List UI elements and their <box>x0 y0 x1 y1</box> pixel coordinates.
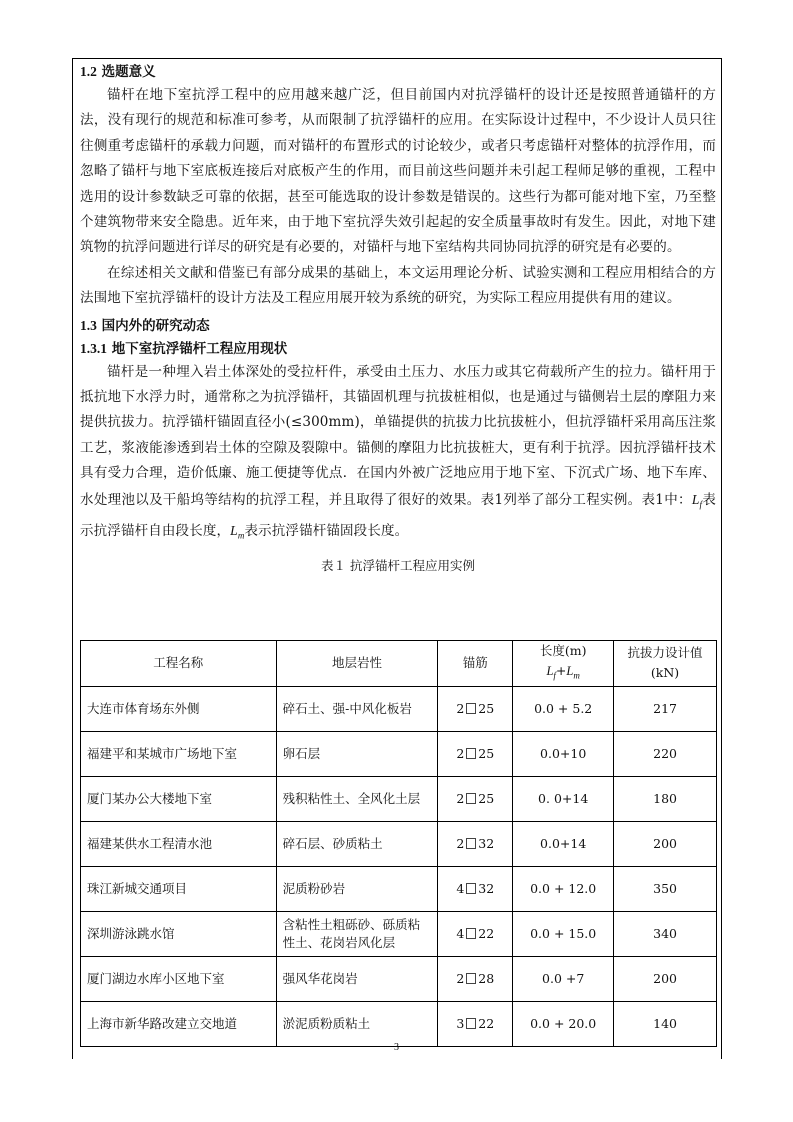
cell-capacity: 140 <box>614 1001 717 1046</box>
cell-capacity: 350 <box>614 866 717 911</box>
header-name: 工程名称 <box>81 641 277 687</box>
cell-name: 福建某供水工程清水池 <box>81 821 277 866</box>
table-row <box>81 686 717 731</box>
table-row <box>81 866 717 911</box>
cell-bar <box>438 821 513 866</box>
cell-bar <box>438 911 513 956</box>
document-body <box>80 60 716 581</box>
bar-diameter: 25 <box>478 790 495 806</box>
page-number: 3 <box>394 1042 399 1053</box>
cell-length: 0.0+14 <box>513 821 614 866</box>
cell-stratum: 碎石层、砂质粘土 <box>276 821 438 866</box>
rebar-symbol-icon <box>466 883 476 894</box>
cell-capacity: 217 <box>614 686 717 731</box>
cell-stratum: 卵石层 <box>276 731 438 776</box>
table-header-row <box>81 641 717 687</box>
cell-capacity: 200 <box>614 821 717 866</box>
cell-bar <box>438 1001 513 1046</box>
header-capacity: 抗拔力设计值 (kN) <box>614 641 717 687</box>
rebar-symbol-icon <box>466 838 476 849</box>
paragraph: 锚杆是一种埋入岩土体深处的受拉杆件，承受由土压力、水压力或其它荷载所产生的拉力。锚杆用于抵抗地下水浮力时，通常称之为抗浮锚杆，其锚固机理与抗拔桩相似，也是通过与锚侧岩土层的摩阻力来提供抗拔力。抗浮锚杆锚固直径小(≤300mm)，单锚提供的抗拔力比抗拔桩小，但抗浮锚杆采用高压注浆工艺，浆液能渗透到岩土体的空隙及裂隙中。锚侧的摩阻力比抗拔桩大，更有利于抗浮。因抗浮锚杆技术具有受力合理，造价低廉、施工便捷等优点．在国内外被广泛地应用于地下室、下沉式广场、地下车库、水处理池以及干船坞等结构的抗浮工程，并且取得了很好的效果。表1列举了部分工程实例。表1中：$L_f$表示抗浮锚杆自由段长度，$L_m$表示抗浮锚杆锚固段长度。 <box>80 363 716 541</box>
table-row <box>81 776 717 821</box>
bar-count: 2 <box>456 700 465 716</box>
bar-diameter: 25 <box>478 700 495 716</box>
bar-count: 2 <box>456 835 465 851</box>
cell-capacity: 340 <box>614 911 717 956</box>
cell-capacity: 180 <box>614 776 717 821</box>
cell-length: 0.0 +7 <box>513 956 614 1001</box>
cell-stratum: 残积粘性土、全风化土层 <box>276 776 438 821</box>
cell-length: 0.0+10 <box>513 731 614 776</box>
bar-count: 2 <box>456 790 465 806</box>
cell-capacity: 200 <box>614 956 717 1001</box>
table-row <box>81 956 717 1001</box>
cell-name: 福建平和某城市广场地下室 <box>81 731 277 776</box>
rebar-symbol-icon <box>466 748 476 759</box>
cell-stratum: 淤泥质粉质粘土 <box>276 1001 438 1046</box>
cell-stratum: 碎石土、强-中风化板岩 <box>276 686 438 731</box>
anchor-projects-table <box>80 640 717 1047</box>
rebar-symbol-icon <box>466 703 476 714</box>
section-heading-1-3: 1.3 国内外的研究动态 <box>80 317 210 334</box>
cell-length: 0. 0+14 <box>513 776 614 821</box>
cell-name: 上海市新华路改建立交地道 <box>81 1001 277 1046</box>
cell-length: 0.0 + 20.0 <box>513 1001 614 1046</box>
bar-diameter: 22 <box>478 925 495 941</box>
cell-capacity: 220 <box>614 731 717 776</box>
cell-bar <box>438 776 513 821</box>
rebar-symbol-icon <box>466 973 476 984</box>
paragraph: 锚杆在地下室抗浮工程中的应用越来越广泛，但目前国内对抗浮锚杆的设计还是按照普通锚杆的方法，没有现行的规范和标准可参考，从而限制了抗浮锚杆的应用。在实际设计过程中，不少设计人员只往往侧重考虑锚杆的承载力问题，而对锚杆的布置形式的讨论较少，或者只考虑锚杆对整体的抗浮作用，而忽略了锚杆与地下室底板连接后对底板产生的作用，而目前这些问题并未引起工程师足够的重视，工程中选用的设计参数缺乏可靠的依据，甚至可能选取的设计参数是错误的。这些行为都可能对地下室，乃至整个建筑物带来安全隐患。近年来，由于地下室抗浮失效引起起的安全质量事故时有发生。因此，对地下建筑物的抗浮问题进行详尽的研究是有必要的，对锚杆与地下室结构共同协同抗浮的研究是有必要的。 <box>80 87 716 256</box>
bar-count: 4 <box>456 925 465 941</box>
cell-bar <box>438 731 513 776</box>
bar-count: 4 <box>456 880 465 896</box>
header-length: 长度(m) $L_f+L_m$ <box>513 641 614 687</box>
cell-name: 深圳游泳跳水馆 <box>81 911 277 956</box>
cell-length: 0.0 + 15.0 <box>513 911 614 956</box>
header-stratum: 地层岩性 <box>276 641 438 687</box>
cell-length: 0.0 + 5.2 <box>513 686 614 731</box>
table-row <box>81 731 717 776</box>
table-row <box>81 821 717 866</box>
cell-bar <box>438 866 513 911</box>
bar-diameter: 32 <box>478 880 495 896</box>
cell-name: 厦门某办公大楼地下室 <box>81 776 277 821</box>
cell-name: 大连市体育场东外侧 <box>81 686 277 731</box>
table-row <box>81 1001 717 1046</box>
bar-diameter: 22 <box>478 1015 495 1031</box>
cell-name: 珠江新城交通项目 <box>81 866 277 911</box>
section-heading-1-3-1: 1.3.1 地下室抗浮锚杆工程应用现状 <box>80 340 288 357</box>
paragraph: 在综述相关文献和借鉴已有部分成果的基础上，本文运用理论分析、试验实测和工程应用相结合的方法围地下室抗浮锚杆的设计方法及工程应用展开较为系统的研究，为实际工程应用提供有用的建议。 <box>80 264 716 307</box>
rebar-symbol-icon <box>466 928 476 939</box>
bar-count: 2 <box>456 745 465 761</box>
table-caption: 表１ 抗浮锚杆工程应用实例 <box>321 557 475 573</box>
cell-stratum: 泥质粉砂岩 <box>276 866 438 911</box>
section-heading-1-2: 1.2 选题意义 <box>80 64 156 80</box>
rebar-symbol-icon <box>466 1018 476 1029</box>
bar-diameter: 25 <box>478 745 495 761</box>
bar-diameter: 28 <box>478 970 495 986</box>
cell-name: 厦门湖边水库小区地下室 <box>81 956 277 1001</box>
cell-bar <box>438 686 513 731</box>
cell-length: 0.0 + 12.0 <box>513 866 614 911</box>
bar-diameter: 32 <box>478 835 495 851</box>
cell-bar <box>438 956 513 1001</box>
cell-stratum: 强风华花岗岩 <box>276 956 438 1001</box>
bar-count: 2 <box>456 970 465 986</box>
header-bar: 锚筋 <box>438 641 513 687</box>
table-row <box>81 911 717 956</box>
bar-count: 3 <box>456 1015 465 1031</box>
cell-stratum: 含粘性土粗砾砂、砾质粘性土、花岗岩风化层 <box>276 911 438 956</box>
rebar-symbol-icon <box>466 793 476 804</box>
